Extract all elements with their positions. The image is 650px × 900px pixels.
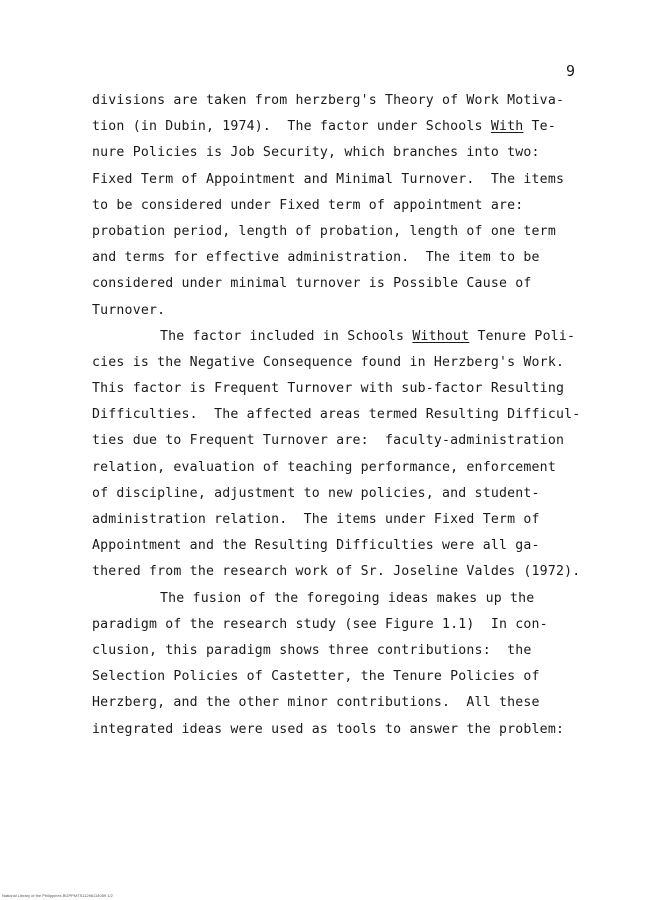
text-segment: The factor included in Schools — [160, 328, 413, 344]
text-line — [92, 271, 612, 297]
text-line — [92, 167, 612, 193]
text-line — [92, 114, 612, 140]
text-line — [92, 717, 612, 743]
text-segment: thered from the research work of Sr. Joseline Valdes (1972). — [92, 564, 581, 580]
text-segment: This factor is Frequent Turnover with sub-factor Resulting — [92, 381, 565, 397]
text-line — [92, 324, 612, 350]
text-segment: relation, evaluation of teaching performance, enforcement — [92, 459, 556, 475]
underlined-word: Without — [412, 328, 470, 344]
text-segment: Te- — [523, 119, 556, 135]
text-segment: The fusion of the foregoing ideas makes up the — [160, 590, 535, 606]
text-segment: Selection Policies of Castetter, the Tenure Policies of — [92, 669, 540, 685]
text-line — [92, 428, 612, 454]
text-line — [92, 455, 612, 481]
underlined-word: With — [490, 119, 524, 135]
text-segment: considered under minimal turnover is Possible Cause of — [92, 276, 532, 292]
text-segment: probation period, length of probation, length of one term — [92, 223, 556, 239]
text-segment: divisions are taken from herzberg's Theory of Work Motiva- — [92, 93, 565, 108]
text-segment: paradigm of the research study (see Figure 1.1) In con- — [92, 616, 548, 632]
text-line — [92, 533, 612, 559]
text-segment: of discipline, adjustment to new policies, and student- — [92, 485, 540, 501]
text-segment: ties due to Frequent Turnover are: faculty-administration — [92, 433, 565, 449]
text-line — [92, 638, 612, 664]
text-line — [92, 140, 612, 166]
text-line — [92, 245, 612, 271]
text-segment: cies is the Negative Consequence found in Herzberg's Work. — [92, 354, 565, 370]
text-line — [92, 298, 612, 324]
text-segment: clusion, this paradigm shows three contributions: the — [92, 642, 532, 658]
footer-stamp: National Library of the Philippines BGPPMTS11296114059 1/2 — [2, 893, 113, 898]
text-segment: administration relation. The items under Fixed Term of — [92, 512, 540, 527]
text-segment: Herzberg, and the other minor contributions. All these — [92, 695, 540, 711]
text-segment: Difficulties. The affected areas termed Resulting Difficul- — [92, 407, 581, 423]
text-line — [92, 559, 612, 585]
text-segment: Turnover. — [92, 302, 166, 318]
text-line — [92, 219, 612, 245]
text-line — [92, 481, 612, 507]
page-number: 9 — [566, 62, 576, 80]
text-line — [92, 612, 612, 638]
text-line — [92, 350, 612, 376]
text-segment: to be considered under Fixed term of appointment are: — [92, 197, 524, 213]
text-line — [92, 507, 612, 533]
text-segment: and terms for effective administration. The item to be — [92, 250, 540, 266]
text-segment: tion (in Dubin, 1974). The factor under Schools — [92, 119, 491, 135]
text-segment: Fixed Term of Appointment and Minimal Turnover. The items — [92, 171, 565, 187]
text-segment: nure Policies is Job Security, which branches into two: — [92, 145, 540, 161]
text-line — [92, 402, 612, 428]
text-line — [92, 88, 612, 114]
text-line — [92, 586, 612, 612]
text-line — [92, 690, 612, 716]
text-segment: Appointment and the Resulting Difficulties were all ga- — [92, 538, 540, 554]
text-segment: Tenure Poli- — [469, 328, 576, 344]
text-line — [92, 193, 612, 219]
text-line — [92, 376, 612, 402]
body-text — [92, 88, 612, 743]
text-line — [92, 664, 612, 690]
text-segment: integrated ideas were used as tools to answer the problem: — [92, 721, 565, 737]
